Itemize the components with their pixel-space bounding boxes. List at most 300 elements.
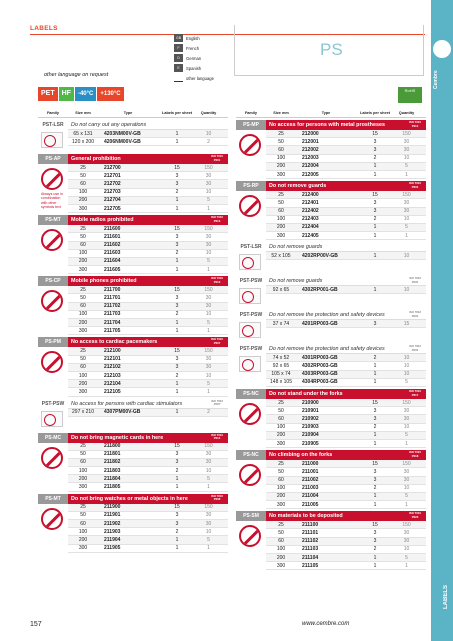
cell-labels: 15 <box>372 399 378 406</box>
family-code: PS-PM <box>38 337 68 347</box>
family-title <box>68 215 228 225</box>
table-row <box>266 529 426 537</box>
right-column <box>236 108 426 570</box>
cell-size: 50 <box>278 199 284 206</box>
family-title-text: No climbing on the forks <box>269 452 333 459</box>
cell-quantity: 1 <box>207 327 210 334</box>
cell-quantity: 10 <box>205 189 212 196</box>
cell-size: 50 <box>80 451 86 458</box>
cell-labels: 3 <box>175 459 179 466</box>
cell-type: 211602 <box>104 242 121 249</box>
cell-quantity: 30 <box>205 520 212 527</box>
language-code: F <box>174 44 183 52</box>
table-row <box>266 493 426 501</box>
cell-labels: 3 <box>373 538 377 545</box>
cell-quantity: 10 <box>205 467 212 474</box>
prohibition-sign <box>41 168 65 210</box>
cell-quantity: 30 <box>403 138 410 145</box>
cell-quantity: 150 <box>402 521 411 528</box>
cell-type: 211603 <box>104 250 121 257</box>
sign-label-thumbnail-icon <box>41 132 63 148</box>
cell-size: 52 x 105 <box>271 252 291 259</box>
table-row <box>266 371 426 379</box>
cell-size: 50 <box>278 530 284 537</box>
cell-labels: 1 <box>175 319 179 326</box>
cell-quantity: 30 <box>403 208 410 215</box>
cell-labels: 1 <box>373 286 377 293</box>
table-row <box>68 388 228 396</box>
cell-size: 200 <box>78 319 88 326</box>
cell-size: 92 x 65 <box>272 286 290 293</box>
family-code: PS-AP <box>38 154 68 164</box>
cell-labels: 15 <box>174 504 180 511</box>
cell-labels: 1 <box>373 440 377 447</box>
table-row <box>266 424 426 432</box>
prohibition-icon <box>239 195 261 217</box>
family-title <box>266 310 426 320</box>
table-row <box>68 409 228 417</box>
cell-quantity: 30 <box>205 172 212 179</box>
iso-code-tag: ISO 7010 P031 <box>409 310 421 318</box>
cell-size: 60 <box>80 242 86 249</box>
cell-quantity: 5 <box>405 554 408 561</box>
family-code: PS-SM <box>236 511 266 521</box>
table-row <box>266 320 426 328</box>
cell-type: 211703 <box>104 311 121 318</box>
cell-size: 148 x 105 <box>270 379 292 386</box>
cell-labels: 3 <box>175 356 179 363</box>
cell-labels: 2 <box>373 354 377 361</box>
cell-quantity: 10 <box>205 130 212 137</box>
cell-labels: 15 <box>372 130 378 137</box>
family-title <box>68 120 228 130</box>
product-rows <box>68 504 228 553</box>
table-row <box>266 521 426 529</box>
cell-quantity: 150 <box>204 164 213 171</box>
table-row <box>266 440 426 448</box>
family-title-text: Do not bring magnetic cards in here <box>71 434 164 441</box>
cell-quantity: 30 <box>403 477 410 484</box>
cell-type: 4302RP001-GB <box>302 286 338 293</box>
cell-type: 212000 <box>302 130 319 137</box>
cell-labels: 1 <box>373 554 377 561</box>
iso-code-tag: ISO 7010 P001 <box>211 154 223 162</box>
cell-size: 60 <box>278 415 284 422</box>
prohibition-sign <box>41 508 65 530</box>
cell-labels: 3 <box>175 172 179 179</box>
family-code: PST-LSR <box>240 244 262 251</box>
family-title-text: Do not remove guards <box>269 244 323 251</box>
cell-type: 211700 <box>104 286 121 293</box>
cell-size: 100 <box>78 467 88 474</box>
family-title <box>266 242 426 252</box>
cell-quantity: 30 <box>205 459 212 466</box>
product-rows <box>68 347 228 396</box>
cell-size: 100 <box>276 155 286 162</box>
cell-size: 100 <box>78 189 88 196</box>
side-tab <box>431 0 453 641</box>
sign-label-thumbnail-icon <box>239 356 261 372</box>
cell-labels: 3 <box>175 242 179 249</box>
cell-size: 100 <box>276 216 286 223</box>
cell-type: 4301RP003-GB <box>302 354 338 361</box>
prohibition-icon <box>41 447 63 469</box>
cell-quantity: 5 <box>207 258 210 265</box>
cell-quantity: 30 <box>205 303 212 310</box>
column-family: Family <box>244 110 258 115</box>
cell-type: 211004 <box>302 493 319 500</box>
iso-code-tag: ISO 7010 P017 <box>409 389 421 397</box>
cell-type: 212001 <box>302 138 319 145</box>
cell-labels: 2 <box>175 250 179 257</box>
cell-size: 200 <box>276 554 286 561</box>
table-row <box>68 459 228 467</box>
cell-quantity: 5 <box>207 536 210 543</box>
iso-code-tag: ISO 7010 P031 <box>409 181 421 189</box>
table-row <box>68 205 228 213</box>
cell-type: 212703 <box>104 189 121 196</box>
product-family-block <box>236 242 426 274</box>
cell-quantity: 1 <box>207 205 210 212</box>
table-row <box>68 250 228 258</box>
cell-labels: 1 <box>175 380 179 387</box>
cell-type: 211002 <box>302 477 319 484</box>
table-row <box>266 199 426 207</box>
cell-type: 211100 <box>302 521 319 528</box>
cell-size: 60 <box>278 477 284 484</box>
cell-quantity: 5 <box>405 163 408 170</box>
side-section-label: LABELS <box>443 585 449 609</box>
family-title-text: Do not carry out any operations <box>71 122 147 128</box>
iso-code-tag: ISO 7010 P031 <box>409 344 421 352</box>
family-code: PS-NC <box>236 450 266 460</box>
language-row <box>174 43 232 53</box>
cell-labels: 3 <box>175 233 179 240</box>
cell-labels: 3 <box>373 407 377 414</box>
cell-labels: 1 <box>373 224 377 231</box>
product-family-block <box>38 337 228 396</box>
cell-size: 60 <box>278 538 284 545</box>
cell-labels: 1 <box>175 484 179 491</box>
prohibition-sign <box>239 195 263 217</box>
cell-size: 60 <box>80 520 86 527</box>
cell-quantity: 10 <box>205 250 212 257</box>
table-row <box>68 311 228 319</box>
cell-type: 211901 <box>104 512 121 519</box>
family-title-text: Do not stand under the forks <box>269 391 343 397</box>
cell-quantity: 1 <box>405 501 408 508</box>
cell-size: 297 x 210 <box>72 409 94 416</box>
cell-quantity: 30 <box>403 199 410 206</box>
product-family-block <box>236 450 426 509</box>
cell-quantity: 150 <box>402 460 411 467</box>
other-language-note: other language on request <box>44 72 109 78</box>
table-row <box>68 164 228 172</box>
cell-quantity: 10 <box>205 311 212 318</box>
cell-labels: 1 <box>373 171 377 178</box>
cell-type: 4303RP003-GB <box>302 371 338 378</box>
cell-quantity: 5 <box>207 475 210 482</box>
cell-size: 60 <box>80 459 86 466</box>
cell-size: 25 <box>80 347 86 354</box>
table-row <box>266 354 426 362</box>
cell-labels: 3 <box>373 320 377 327</box>
cell-type: 212702 <box>104 180 121 187</box>
family-title <box>68 433 228 443</box>
table-row <box>266 252 426 260</box>
page-title: PS <box>320 40 343 59</box>
cell-quantity: 1 <box>207 388 210 395</box>
table-row <box>266 216 426 224</box>
cell-quantity: 30 <box>403 146 410 153</box>
cell-type: 212705 <box>104 205 121 212</box>
family-title-text: Do not bring watches or metal objects in here <box>71 495 188 502</box>
cell-type: 211704 <box>104 319 121 326</box>
cell-quantity: 30 <box>205 233 212 240</box>
cell-size: 92 x 65 <box>272 363 290 370</box>
product-rows <box>266 399 426 448</box>
cell-labels: 3 <box>175 520 179 527</box>
sign-label-thumbnail-icon <box>239 254 261 270</box>
table-row <box>68 512 228 520</box>
cell-quantity: 5 <box>405 224 408 231</box>
column-header <box>236 108 426 118</box>
cell-type: 4304RP003-GB <box>302 379 338 386</box>
cell-size: 100 <box>276 424 286 431</box>
cell-size: 60 <box>80 364 86 371</box>
cell-type: 212101 <box>104 356 121 363</box>
product-rows <box>68 443 228 492</box>
product-rows <box>266 320 426 328</box>
cell-labels: 1 <box>175 205 179 212</box>
cell-type: 211702 <box>104 303 121 310</box>
usage-note: Always use in combination with other symbols text <box>41 192 63 210</box>
cell-type: 211005 <box>302 501 319 508</box>
table-row <box>68 303 228 311</box>
cell-quantity: 1 <box>207 266 210 273</box>
cell-size: 300 <box>276 171 286 178</box>
table-row <box>68 242 228 250</box>
cell-labels: 15 <box>372 521 378 528</box>
iso-code-tag: ISO 7010 P013 <box>211 276 223 284</box>
cell-quantity: 10 <box>403 371 410 378</box>
iso-code-tag: ISO 7010 P007 <box>211 398 223 406</box>
prohibition-icon <box>41 508 63 530</box>
cell-type: 210900 <box>302 399 319 406</box>
cell-size: 100 <box>276 485 286 492</box>
cell-size: 200 <box>276 163 286 170</box>
cell-labels: 15 <box>372 460 378 467</box>
cell-quantity: 10 <box>403 546 410 553</box>
product-family-block <box>38 399 228 431</box>
prohibition-icon <box>41 168 63 190</box>
cell-type: 4202RP00V-GB <box>302 252 338 259</box>
cell-labels: 3 <box>373 468 377 475</box>
cell-type: 211601 <box>104 233 121 240</box>
table-row <box>68 286 228 294</box>
language-name: other language <box>186 75 214 81</box>
cell-quantity: 30 <box>205 364 212 371</box>
cell-quantity: 30 <box>403 468 410 475</box>
cell-labels: 1 <box>175 197 179 204</box>
cell-size: 50 <box>80 356 86 363</box>
cell-quantity: 5 <box>405 432 408 439</box>
cell-labels: 3 <box>373 138 377 145</box>
cell-quantity: 150 <box>204 504 213 511</box>
cell-quantity: 30 <box>205 242 212 249</box>
cell-quantity: 10 <box>403 286 410 293</box>
cell-size: 25 <box>80 504 86 511</box>
table-row <box>266 146 426 154</box>
cell-size: 200 <box>78 475 88 482</box>
cell-quantity: 2 <box>207 138 210 145</box>
cell-type: 211104 <box>302 554 319 561</box>
cell-labels: 3 <box>175 364 179 371</box>
product-rows <box>266 354 426 387</box>
family-title-text: Do not remove the protection and safety devices <box>269 346 385 353</box>
cell-size: 100 <box>78 250 88 257</box>
cell-size: 300 <box>276 440 286 447</box>
cell-size: 100 <box>78 372 88 379</box>
cell-labels: 1 <box>175 266 179 273</box>
language-name: English <box>186 35 200 41</box>
cell-labels: 1 <box>373 363 377 370</box>
table-row <box>68 189 228 197</box>
cell-quantity: 30 <box>205 180 212 187</box>
table-row <box>68 319 228 327</box>
table-row <box>68 372 228 380</box>
family-code: PS-MC <box>38 433 68 443</box>
family-title <box>68 276 228 286</box>
family-code: PS-MP <box>236 120 266 130</box>
cell-type: 212103 <box>104 372 121 379</box>
language-code: D <box>174 54 183 62</box>
product-family-block <box>236 181 426 240</box>
cell-size: 105 x 74 <box>271 371 291 378</box>
cell-size: 25 <box>278 191 284 198</box>
product-family-block <box>236 511 426 570</box>
table-row <box>68 364 228 372</box>
cell-quantity: 150 <box>402 399 411 406</box>
family-title <box>266 450 426 460</box>
language-name: German <box>186 55 202 61</box>
cell-quantity: 5 <box>405 493 408 500</box>
cell-type: 211803 <box>104 467 121 474</box>
iso-code-tag: ISO 7010 P018 <box>409 450 421 458</box>
family-title-text: General prohibition <box>71 156 121 162</box>
family-title <box>68 494 228 504</box>
family-title <box>266 181 426 191</box>
table-row <box>68 451 228 459</box>
cembre-logo-icon <box>433 40 451 58</box>
table-row <box>266 468 426 476</box>
table-row <box>266 138 426 146</box>
product-rows <box>68 130 228 146</box>
product-rows <box>68 286 228 335</box>
product-family-block <box>38 120 228 152</box>
cell-type: 212004 <box>302 163 319 170</box>
product-family-block <box>236 389 426 448</box>
page-number: 157 <box>30 621 42 628</box>
cell-size: 120 x 200 <box>72 138 94 145</box>
cell-size: 65 x 131 <box>73 130 93 137</box>
cell-type: 211103 <box>302 546 319 553</box>
product-family-block <box>236 120 426 179</box>
cell-labels: 3 <box>373 199 377 206</box>
product-family-block <box>38 154 228 213</box>
cell-type: 211001 <box>302 468 319 475</box>
cell-size: 200 <box>78 197 88 204</box>
family-code: PST-PSW <box>239 312 263 319</box>
cell-type: 211105 <box>302 562 319 569</box>
cell-type: 211102 <box>302 538 319 545</box>
column-size: Size mm <box>273 110 289 115</box>
cell-labels: 1 <box>373 432 377 439</box>
product-family-block <box>38 215 228 274</box>
table-row <box>68 443 228 451</box>
family-title-text: No access for persons with cardiac stimulators <box>71 400 183 407</box>
cell-quantity: 1 <box>207 545 210 552</box>
iso-code-tag: ISO 7010 P014 <box>211 432 223 440</box>
family-code: PS-MT <box>38 215 68 225</box>
table-row <box>68 528 228 536</box>
cell-type: 210902 <box>302 415 319 422</box>
cell-quantity: 1 <box>207 484 210 491</box>
iso-code-tag: ISO 7010 P008 <box>211 493 223 502</box>
prohibition-sign <box>239 525 263 547</box>
cell-quantity: 5 <box>207 197 210 204</box>
family-code: PS-MT <box>38 494 68 504</box>
hf-badge: HF <box>59 87 74 101</box>
table-row <box>266 208 426 216</box>
sign-label-thumbnail-icon <box>41 411 63 427</box>
product-rows <box>266 460 426 509</box>
cell-labels: 2 <box>373 155 377 162</box>
table-row <box>68 536 228 544</box>
cell-size: 100 <box>276 546 286 553</box>
iso-code-tag: ISO 7010 P007 <box>211 337 223 345</box>
cell-size: 50 <box>80 295 86 302</box>
table-row <box>266 191 426 199</box>
table-row <box>266 460 426 468</box>
cell-type: 211605 <box>104 266 121 273</box>
prohibition-sign <box>41 290 65 312</box>
cell-labels: 2 <box>175 528 179 535</box>
cell-size: 200 <box>78 258 88 265</box>
cell-labels: 2 <box>373 485 377 492</box>
language-code: ... <box>174 74 183 82</box>
family-title <box>266 389 426 399</box>
table-row <box>68 467 228 475</box>
cell-labels: 2 <box>175 467 179 474</box>
cell-size: 100 <box>78 311 88 318</box>
pet-badge: PET <box>38 87 58 101</box>
family-title-text: No access to cardiac pacemakers <box>71 339 158 346</box>
table-row <box>266 501 426 509</box>
prohibition-icon <box>41 290 63 312</box>
cell-size: 25 <box>80 164 86 171</box>
prohibition-icon <box>41 351 63 373</box>
cell-type: 4206NM00V-GB <box>104 138 141 145</box>
table-row <box>266 224 426 232</box>
cell-type: 211902 <box>104 520 121 527</box>
cell-size: 60 <box>80 180 86 187</box>
cell-size: 25 <box>278 399 284 406</box>
iso-code-tag: ISO 7010 P013 <box>211 215 223 223</box>
cell-labels: 1 <box>175 130 179 137</box>
cell-type: 212105 <box>104 388 121 395</box>
cell-quantity: 30 <box>403 530 410 537</box>
